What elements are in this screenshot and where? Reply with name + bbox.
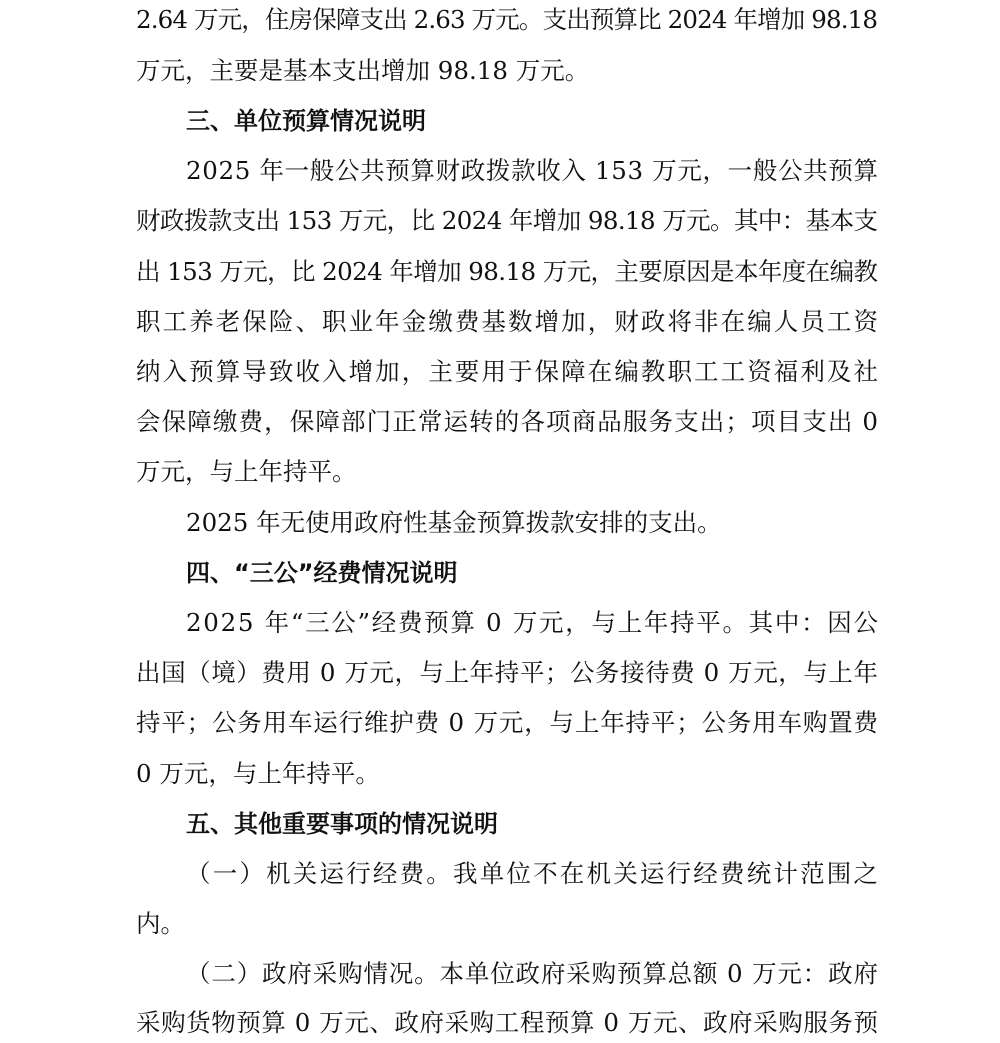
paragraph-line: （二）政府采购情况。本单位政府采购预算总额 0 万元：政府 <box>186 959 879 988</box>
section-heading-3: 三、单位预算情况说明 <box>186 107 426 135</box>
paragraph-line: 2025 年“三公”经费预算 0 万元，与上年持平。其中：因公 <box>186 608 880 637</box>
paragraph-line: 0 万元，与上年持平。 <box>136 759 380 788</box>
paragraph-line: 会保障缴费，保障部门正常运转的各项商品服务支出；项目支出 0 <box>136 407 880 436</box>
paragraph-line: 2025 年一般公共预算财政拨款收入 153 万元，一般公共预算 <box>186 156 879 185</box>
paragraph-line: 职工养老保险、职业年金缴费基数增加，财政将非在编人员工资 <box>136 307 881 336</box>
paragraph-line: 财政拨款支出 153 万元，比 2024 年增加 98.18 万元。其中：基本支 <box>136 206 878 235</box>
section-heading-5: 五、其他重要事项的情况说明 <box>186 810 498 838</box>
paragraph-line: 万元，与上年持平。 <box>136 457 357 486</box>
paragraph-line: 2025 年无使用政府性基金预算拨款安排的支出。 <box>186 508 722 537</box>
paragraph-line: 采购货物预算 0 万元、政府采购工程预算 0 万元、政府采购服务预 <box>136 1008 879 1037</box>
paragraph-line: 纳入预算导致收入增加，主要用于保障在编教职工工资福利及社 <box>136 357 881 386</box>
paragraph-line: （一）机关运行经费。我单位不在机关运行经费统计范围之 <box>186 859 881 888</box>
paragraph-line: 内。 <box>136 909 185 938</box>
section-heading-4: 四、“三公”经费情况说明 <box>186 559 458 587</box>
paragraph-line: 持平；公务用车运行维护费 0 万元，与上年持平；公务用车购置费 <box>136 708 879 737</box>
paragraph-line: 万元，主要是基本支出增加 98.18 万元。 <box>136 56 590 85</box>
paragraph-line: 出 153 万元，比 2024 年增加 98.18 万元，主要原因是本年度在编教 <box>136 257 878 286</box>
paragraph-line: 出国（境）费用 0 万元，与上年持平；公务接待费 0 万元，与上年 <box>136 658 879 687</box>
paragraph-line: 2.64 万元，住房保障支出 2.63 万元。支出预算比 2024 年增加 98.18 <box>136 5 878 34</box>
